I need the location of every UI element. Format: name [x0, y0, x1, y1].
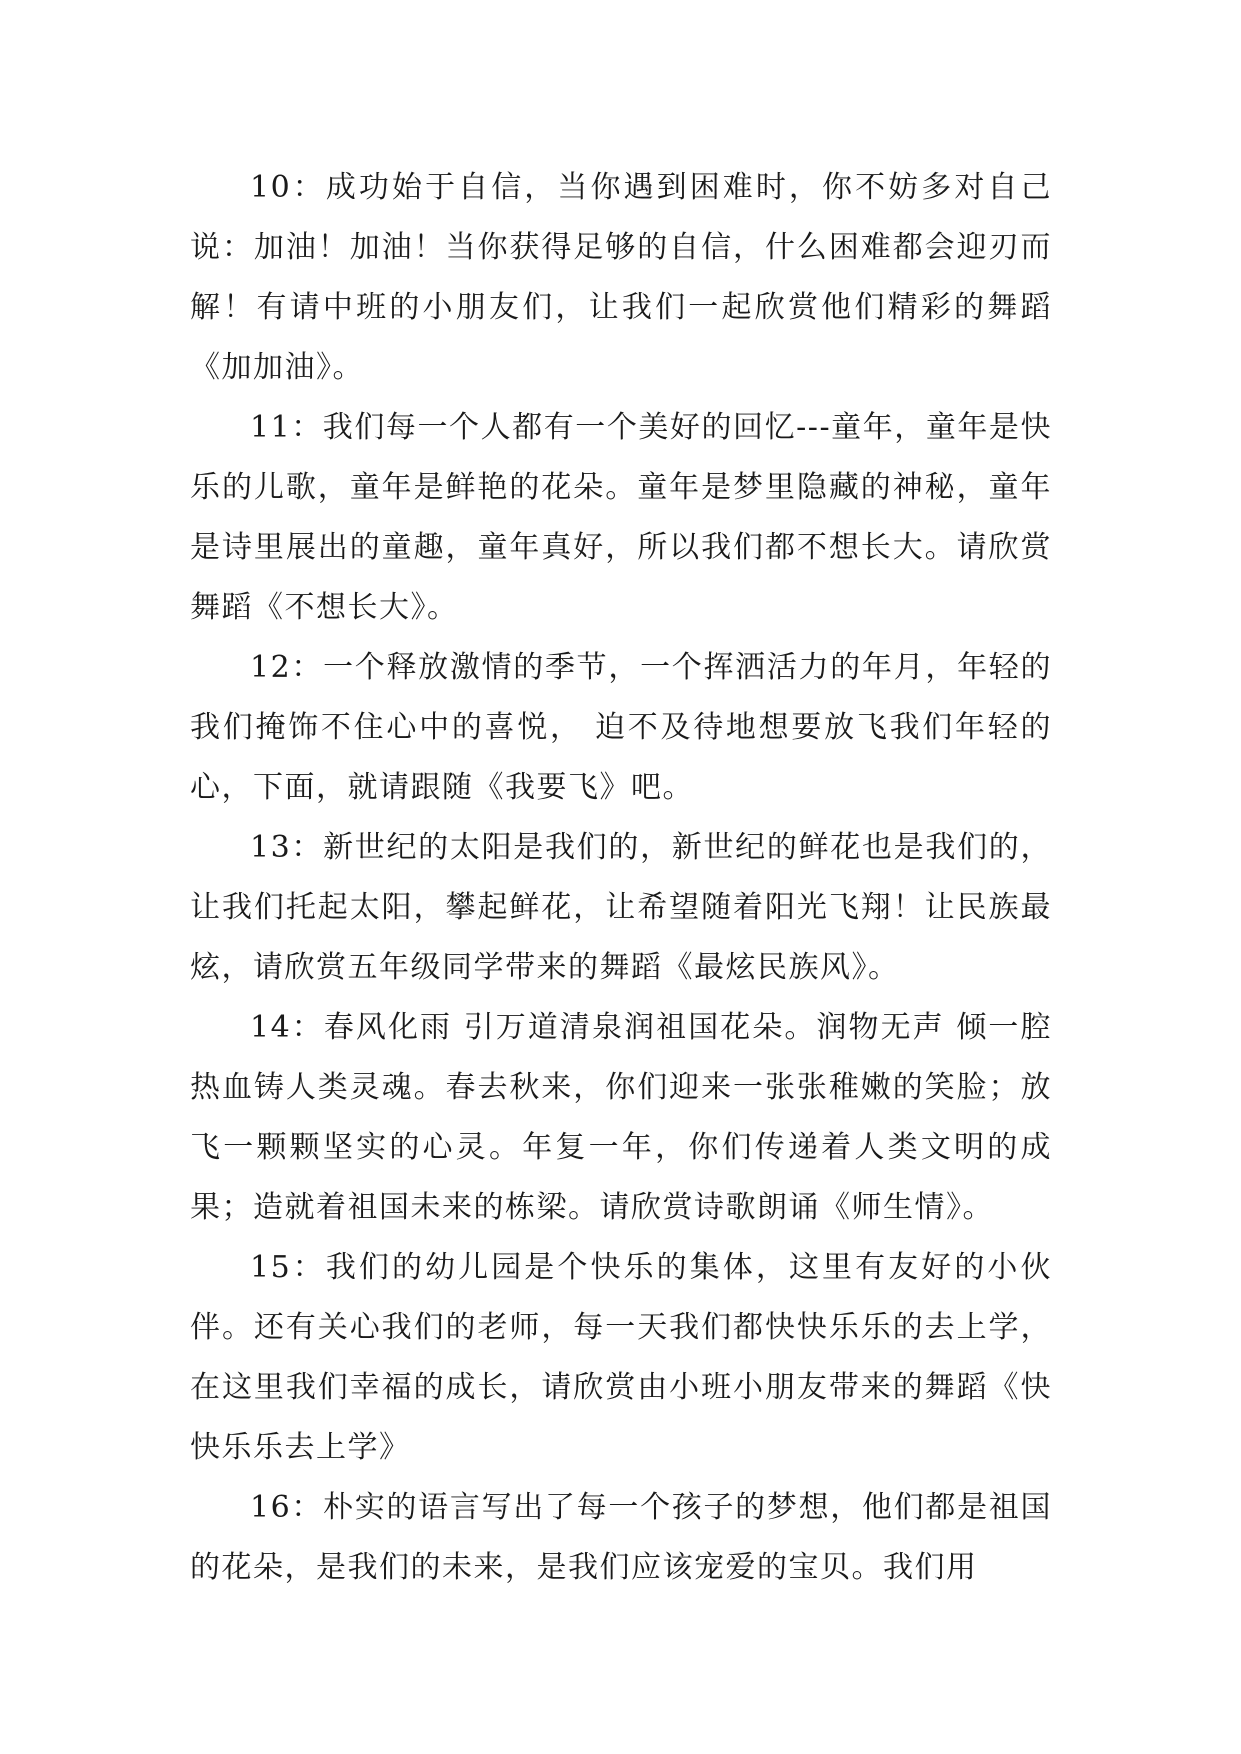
paragraph-14: 14：春风化雨 引万道清泉润祖国花朵。润物无声 倾一腔热血铸人类灵魂。春去秋来，你们迎来一张张稚嫩的笑脸；放飞一颗颗坚实的心灵。年复一年，你们传递着人类文明的成果；造就着祖国未来的栋梁。请欣赏诗歌朗诵《师生情》。: [190, 1010, 1052, 1225]
document-body: [190, 158, 1052, 1598]
paragraph-11: 11：我们每一个人都有一个美好的回忆---童年，童年是快乐的儿歌，童年是鲜艳的花朵。童年是梦里隐藏的神秘，童年是诗里展出的童趣，童年真好，所以我们都不想长大。请欣赏舞蹈《不想长大》。: [190, 410, 1052, 625]
paragraph-12: 12：一个释放激情的季节，一个挥洒活力的年月，年轻的我们掩饰不住心中的喜悦， 迫不及待地想要放飞我们年轻的心，下面，就请跟随《我要飞》吧。: [190, 650, 1052, 805]
paragraph-15: 15：我们的幼儿园是个快乐的集体，这里有友好的小伙伴。还有关心我们的老师，每一天我们都快快乐乐的去上学，在这里我们幸福的成长，请欣赏由小班小朋友带来的舞蹈《快快乐乐去上学》: [190, 1250, 1052, 1465]
paragraph-10: 10：成功始于自信，当你遇到困难时，你不妨多对自己说：加油！加油！当你获得足够的自信，什么困难都会迎刃而解！有请中班的小朋友们，让我们一起欣赏他们精彩的舞蹈《加加油》。: [190, 170, 1052, 385]
paragraph-13: 13：新世纪的太阳是我们的，新世纪的鲜花也是我们的，让我们托起太阳，攀起鲜花，让希望随着阳光飞翔！让民族最炫，请欣赏五年级同学带来的舞蹈《最炫民族风》。: [190, 830, 1052, 985]
paragraph-16: 16：朴实的语言写出了每一个孩子的梦想，他们都是祖国的花朵，是我们的未来，是我们应该宠爱的宝贝。我们用: [190, 1490, 1052, 1585]
